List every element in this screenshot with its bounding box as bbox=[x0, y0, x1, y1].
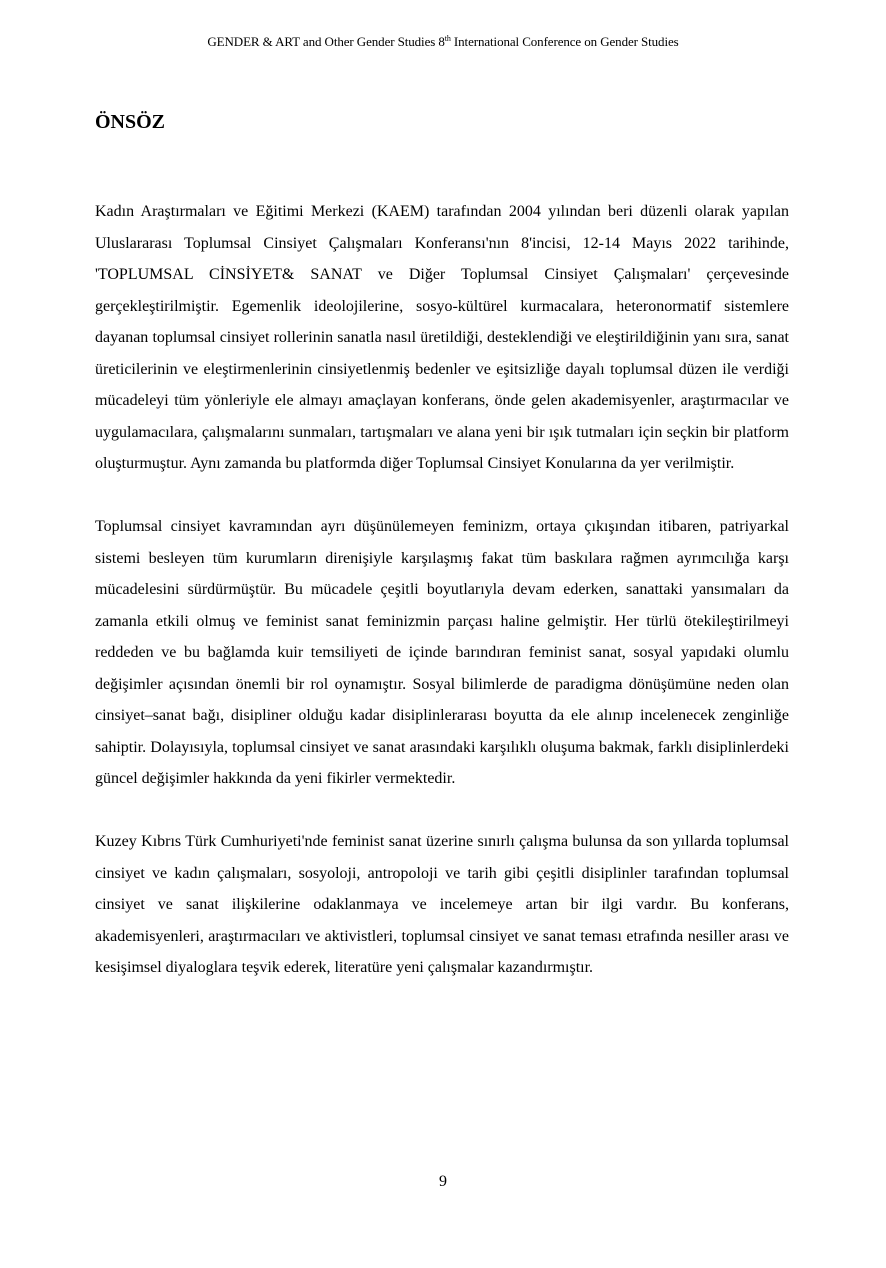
paragraph-1: Kadın Araştırmaları ve Eğitimi Merkezi (KAEM) tarafından 2004 yılından beri düzenli olarak yapılan Uluslararası Toplumsal Cinsiyet Çalışmaları Konferansı'nın 8'incisi, 12-14 Mayıs 2022 tarihinde, 'TOPLUMSAL CİNSİYET& SANAT ve Diğer Toplumsal Cinsiyet Çalışmaları' çerçevesinde gerçekleştirilmiştir. Egemenlik ideolojilerine, sosyo-kültürel kurmacalara, heteronormatif sistemlere dayanan toplumsal cinsiyet rollerinin sanatla nasıl üretildiği, desteklendiği ve eleştirildiğinin yanı sıra, sanat üreticilerinin ve eleştirmenlerinin cinsiyetlenmiş bedenler ve eşitsizliğe dayalı toplumsal düzen ile verdiği mücadeleyi tüm yönleriyle ele almayı amaçlayan konferans, önde gelen akademisyenler, araştırmacılar ve uygulamacılara, çalışmalarını sunmaları, tartışmaları ve alana yeni bir ışık tutmaları için seçkin bir platform oluşturmuştur. Aynı zamanda bu platformda diğer Toplumsal Cinsiyet Konularına da yer verilmiştir. bbox=[95, 203, 789, 472]
header-text-rest: International Conference on Gender Studies bbox=[450, 34, 679, 49]
paragraph-3: Kuzey Kıbrıs Türk Cumhuriyeti'nde feminist sanat üzerine sınırlı çalışma bulunsa da son yıllarda toplumsal cinsiyet ve kadın çalışmaları, sosyoloji, antropoloji ve tarih gibi çeşitli disiplinler tarafından toplumsal cinsiyet ve sanat ilişkilerine odaklanmaya ve incelemeye artan bir ilgi vardır. Bu konferans, akademisyenleri, araştırmacıları ve aktivistleri, toplumsal cinsiyet ve sanat teması etrafında nesiller arası ve kesişimsel diyaloglara teşvik ederek, literatüre yeni çalışmalar kazandırmıştır. bbox=[95, 833, 789, 976]
header-text-main: GENDER & ART and Other Gender Studies 8 bbox=[207, 34, 445, 49]
header-ordinal-suffix: th bbox=[444, 34, 451, 43]
paragraph-2: Toplumsal cinsiyet kavramından ayrı düşünülemeyen feminizm, ortaya çıkışından itibaren, patriyarkal sistemi besleyen tüm kurumların direnişiyle karşılaşmış fakat tüm baskılara rağmen ayrımcılığa karşı mücadelesini sürdürmüştür. Bu mücadele çeşitli boyutlarıyla devam ederken, sanattaki yansımaları da zamanla etkili olmuş ve feminist sanat feminizmin parçası haline gelmiştir. Her türlü ötekileştirilmeyi reddeden ve bu bağlamda kuir temsiliyeti de içinde barındıran feminist sanat, sosyal yapıdaki olumlu değişimler açısından önemli bir rol oynamıştır. Sosyal bilimlerde de paradigma dönüşümüne neden olan cinsiyet–sanat bağı, disipliner olduğu kadar disiplinlerarası boyutta da ele alınıp incelenecek zenginliğe sahiptir. Dolayısıyla, toplumsal cinsiyet ve sanat arasındaki karşılıklı oluşuma bakmak, farklı disiplinlerdeki güncel değişimler hakkında da yeni fikirler vermektedir. bbox=[95, 518, 789, 787]
body-text bbox=[95, 196, 789, 1015]
running-header bbox=[0, 34, 886, 50]
page-number: 9 bbox=[439, 1173, 447, 1190]
section-title: ÖNSÖZ bbox=[95, 111, 166, 133]
